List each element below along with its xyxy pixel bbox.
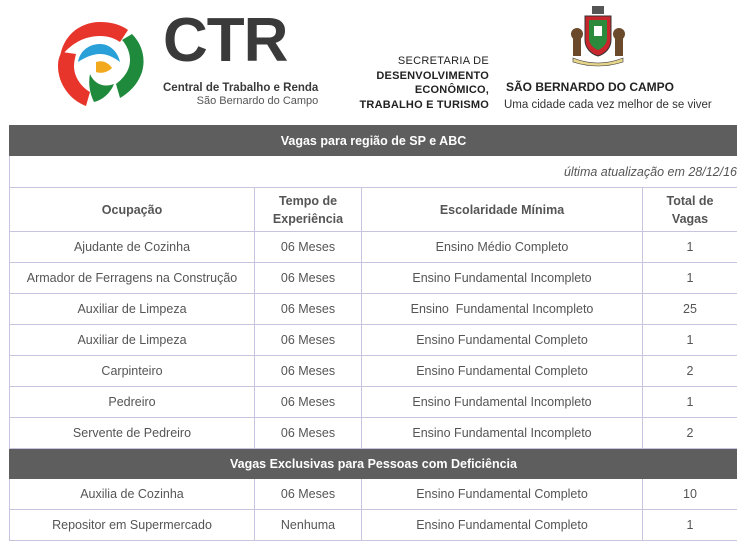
cell-ocupacao: Carpinteiro [10, 356, 255, 387]
cell-escolaridade: Ensino Fundamental Completo [362, 510, 643, 541]
table-row [10, 356, 737, 387]
column-header: Ocupação [10, 188, 255, 232]
cell-tempo: 06 Meses [255, 325, 362, 356]
cell-total: 1 [643, 325, 737, 356]
cell-total: 1 [643, 510, 737, 541]
city-crest-icon [565, 4, 631, 70]
cell-tempo: 06 Meses [255, 479, 362, 510]
secretaria-line: SECRETARIA DE [397, 55, 489, 67]
cell-ocupacao: Auxiliar de Limpeza [10, 325, 255, 356]
cell-tempo: 06 Meses [255, 232, 362, 263]
cell-total: 1 [643, 387, 737, 418]
ctr-logo [163, 8, 318, 108]
secretaria-line: DESENVOLVIMENTO [376, 69, 489, 82]
section-header [10, 449, 737, 479]
table-row [10, 479, 737, 510]
cell-tempo: 06 Meses [255, 387, 362, 418]
section-header [10, 126, 737, 156]
secretaria-block [344, 54, 489, 112]
column-header: Escolaridade Mínima [362, 188, 643, 232]
cell-total: 2 [643, 418, 737, 449]
cell-ocupacao: Ajudante de Cozinha [10, 232, 255, 263]
secretaria-line: TRABALHO E TURISMO [359, 98, 489, 111]
header-banner [48, 0, 712, 116]
cell-total: 1 [643, 232, 737, 263]
ctr-subtitle: Central de Trabalho e Renda [163, 82, 319, 94]
city-name: SÃO BERNARDO DO CAMPO [506, 80, 675, 94]
cell-ocupacao: Repositor em Supermercado [10, 510, 255, 541]
section-title: Vagas Exclusivas para Pessoas com Deficiência [10, 449, 737, 479]
cell-total: 2 [643, 356, 737, 387]
cell-ocupacao: Auxilia de Cozinha [10, 479, 255, 510]
table-row [10, 263, 737, 294]
last-update: última atualização em 28/12/16 [10, 156, 737, 188]
cell-escolaridade: Ensino Fundamental Completo [362, 356, 643, 387]
cell-total: 25 [643, 294, 737, 325]
cell-escolaridade: Ensino Fundamental Incompleto [362, 387, 643, 418]
cell-escolaridade: Ensino Médio Completo [362, 232, 643, 263]
cell-ocupacao: Servente de Pedreiro [10, 418, 255, 449]
table-row [10, 232, 737, 263]
cell-total: 10 [643, 479, 737, 510]
cell-tempo: Nenhuma [255, 510, 362, 541]
cell-escolaridade: Ensino Fundamental Incompleto [362, 294, 643, 325]
cell-tempo: 06 Meses [255, 294, 362, 325]
cell-escolaridade: Ensino Fundamental Incompleto [362, 418, 643, 449]
cell-ocupacao: Auxiliar de Limpeza [10, 294, 255, 325]
ctr-logo-text: CTR [163, 6, 288, 75]
update-row [10, 156, 737, 188]
column-header: Tempo de Experiência [255, 188, 362, 232]
column-header: Total de Vagas [643, 188, 737, 232]
table-row [10, 387, 737, 418]
cell-total: 1 [643, 263, 737, 294]
cell-tempo: 06 Meses [255, 418, 362, 449]
city-tagline: Uma cidade cada vez melhor de se viver [504, 99, 712, 111]
cell-escolaridade: Ensino Fundamental Incompleto [362, 263, 643, 294]
cell-tempo: 06 Meses [255, 263, 362, 294]
cell-ocupacao: Pedreiro [10, 387, 255, 418]
section-title: Vagas para região de SP e ABC [10, 126, 737, 156]
cell-tempo: 06 Meses [255, 356, 362, 387]
cell-ocupacao: Armador de Ferragens na Construção [10, 263, 255, 294]
secretaria-line: ECONÔMICO, [414, 84, 489, 96]
table-row [10, 294, 737, 325]
table-row [10, 325, 737, 356]
ctr-city: São Bernardo do Campo [196, 95, 319, 107]
table-row [10, 418, 737, 449]
cell-escolaridade: Ensino Fundamental Completo [362, 325, 643, 356]
cell-escolaridade: Ensino Fundamental Completo [362, 479, 643, 510]
table-row [10, 510, 737, 541]
jobs-table [9, 125, 737, 541]
ctr-hands-logo [50, 14, 150, 114]
column-header-row [10, 188, 737, 232]
